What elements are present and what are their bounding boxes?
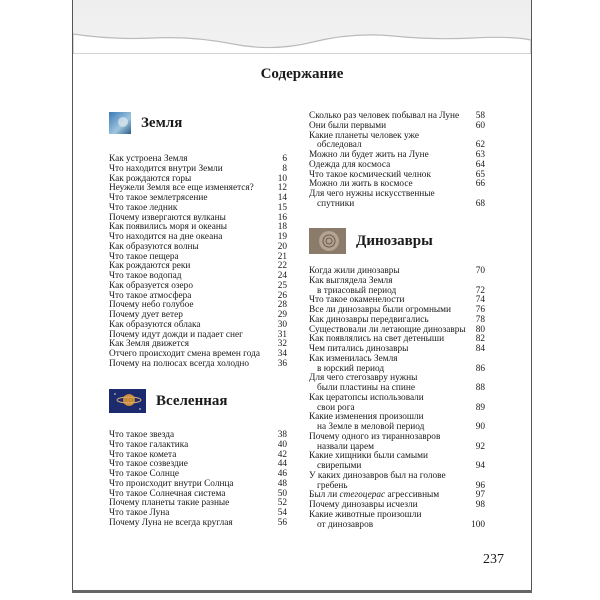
section-heading-universe [109,389,227,413]
entry-page: 98 [475,500,485,510]
entry-page: 29 [277,310,287,320]
entry-title: Что находится на дне океана [109,232,223,242]
entry-page: 38 [277,430,287,440]
section-heading-dinosaurs [309,228,433,254]
entry-title-continued: гребень [317,480,348,491]
entry-page: 62 [475,140,485,151]
entry-title: Как появились моря и океаны [109,222,228,233]
entry-page: 92 [475,441,485,452]
entry-title-part: Был ли [309,490,340,501]
entry-page: 20 [277,241,287,252]
entry-page: 15 [277,202,287,213]
entry-page: 21 [277,251,287,262]
entry-title-continued: спутники [317,198,355,209]
entry-page: 64 [475,159,485,170]
entry-page: 48 [277,478,287,489]
entry-title: Что такое окаменелости [309,295,405,306]
entry-title-part: агрессивным [385,490,440,501]
entry-page: 70 [475,266,485,276]
entry-title-continued: от динозавров [317,519,374,530]
saturn-photo-icon [109,389,146,413]
earth-photo-icon [109,112,131,134]
entry-page: 96 [475,480,485,491]
entry-title: Что происходит внутри Солнца [109,478,234,489]
toc-entry [109,360,287,370]
entry-page: 82 [475,334,485,345]
entry-title: Как Земля движется [109,339,190,350]
entry-title: Почему дует ветер [109,310,183,320]
entry-title: Почему одного из тираннозавров [309,431,441,442]
section-title: Динозавры [356,232,433,249]
entry-title: Одежда для космоса [309,159,391,170]
page-title: Содержание [260,66,344,82]
entry-title: Какие планеты человек уже [309,130,419,141]
entry-title-continued: обследовал [317,140,362,151]
entry-page: 72 [475,285,485,296]
entry-title-continued: были пластины на спине [317,383,415,393]
entry-title: Как выглядела Земля [309,275,393,286]
entry-title: Что такое Солнечная система [109,488,226,499]
entry-title: Как рождаются реки [109,261,191,272]
entry-title: У каких динозавров был на голове [309,470,446,481]
entry-page: 66 [475,179,485,190]
entry-page: 6 [282,154,287,164]
entry-page: 60 [475,120,485,131]
entry-title: Почему планеты такие разные [109,498,230,509]
entry-page: 42 [277,449,287,460]
entry-title: Что такое Солнце [109,469,179,479]
entry-page: 28 [277,300,287,311]
entry-title: Что такое пещера [109,251,179,262]
entry-title-continued: на Земле в меловой период [317,422,425,432]
entry-title: Что такое созвездие [109,459,188,470]
entry-page: 8 [282,163,287,174]
entry-page: 12 [277,183,287,194]
entry-page: 22 [277,261,287,272]
entry-title: Как образуются волны [109,241,199,252]
section-title: Вселенная [156,392,228,409]
entry-page: 56 [277,517,287,528]
entry-page: 26 [277,290,287,301]
entry-page: 30 [277,319,287,330]
entry-title: Что такое звезда [109,430,175,440]
entry-title: Они были первыми [309,120,387,131]
entry-page: 86 [475,363,485,374]
entry-page: 68 [475,198,485,209]
entry-title: Можно ли жить в космосе [309,179,413,190]
entry-title: Почему на полюсах всегда холодно [109,358,250,369]
entry-title: Как рождаются горы [109,173,192,184]
entry-page: 50 [277,488,287,499]
entry-title: Что такое космический челнок [309,169,431,180]
toc-space-continued-list [309,112,485,210]
toc-earth-list [109,155,287,370]
entry-page: 14 [277,193,287,203]
toc-entry-continuation [309,200,485,210]
entry-title: Сколько раз человек побывал на Луне [309,111,460,121]
entry-page: 36 [277,358,287,369]
entry-page: 34 [277,349,287,359]
entry-page: 16 [277,212,287,223]
toc-universe-list [109,431,287,529]
entry-page: 80 [475,324,485,335]
entry-page: 84 [475,344,485,354]
entry-title: Что такое комета [109,449,177,460]
book-page [72,0,532,590]
entry-title: Неужели Земля все еще изменяется? [109,183,254,194]
entry-page: 100 [471,519,485,530]
page-bottom-edge [72,590,532,593]
entry-page: 94 [475,461,485,471]
entry-page: 78 [475,314,485,325]
entry-page: 19 [277,232,287,242]
entry-title: Почему динозавры исчезли [309,500,418,510]
entry-page: 63 [475,150,485,160]
entry-title-italic: стегоцерас [339,490,386,501]
entry-title: Все ли динозавры были огромными [309,305,452,315]
entry-title: Почему извергаются вулканы [109,212,226,223]
entry-title: Какие хищники были самыми [309,451,428,462]
entry-title: Как цератопсы использовали [309,392,424,403]
entry-page: 10 [277,173,287,184]
entry-page: 52 [277,498,287,509]
entry-page: 46 [277,469,287,479]
entry-page: 32 [277,339,287,350]
entry-page: 76 [475,305,485,315]
entry-title: Что такое галактика [109,439,189,450]
entry-title: Как образуются облака [109,319,201,330]
entry-title: Как появлялись на свет детеныши [309,334,445,345]
page-number: 237 [483,552,504,567]
entry-title: Что такое Луна [109,508,170,518]
entry-title: Что такое атмосфера [109,290,192,301]
entry-title: Как динозавры передвигались [309,314,429,325]
entry-title: Почему небо голубое [109,300,194,311]
entry-title: Что такое землетрясение [109,193,208,203]
entry-title: Что такое водопад [109,271,182,281]
entry-page: 58 [475,111,485,121]
entry-page: 89 [475,402,485,413]
entry-title: Для чего нужны искусственные [309,189,435,199]
entry-page: 25 [277,280,287,291]
toc-entry-continuation [309,521,485,531]
entry-title: Какие животные произошли [309,509,422,520]
entry-page: 18 [277,222,287,233]
ammonite-photo-icon [309,228,346,254]
entry-page: 74 [475,295,485,306]
toc-entry [109,519,287,529]
entry-title: Что такое ледник [109,202,178,213]
entry-page: 97 [475,490,485,501]
entry-title: Как изменилась Земля [309,353,398,364]
entry-title: Когда жили динозавры [309,266,400,276]
entry-title: Почему идут дожди и падает снег [109,329,243,340]
entry-title-continued: в триасовый период [317,285,397,296]
entry-title: Что находится внутри Земли [109,163,223,174]
torn-paper-header [73,0,531,50]
section-title: Земля [141,114,183,131]
entry-title-continued: в юрский период [317,363,385,374]
entry-title: Как образуется озеро [109,280,193,291]
toc-dinosaurs-list [309,267,485,530]
entry-page: 24 [277,271,287,281]
entry-page: 65 [475,169,485,180]
entry-title: Можно ли будет жить на Луне [309,150,429,160]
entry-title: Как устроена Земля [109,154,188,164]
section-heading-earth [109,112,182,134]
entry-page: 90 [475,422,485,432]
entry-title: Для чего стегозавру нужны [309,373,418,384]
entry-title: Чем питались динозавры [309,344,409,354]
entry-page: 54 [277,508,287,518]
entry-page: 31 [277,329,287,340]
entry-page: 88 [475,383,485,393]
entry-title: Почему Луна не всегда круглая [109,517,233,528]
entry-page: 44 [277,459,287,470]
entry-page: 40 [277,439,287,450]
entry-title: Существовали ли летающие динозавры [309,324,466,335]
entry-title: Отчего происходит смена времен года [109,349,261,359]
entry-title-continued: назвали царем [317,441,374,452]
entry-title-continued: свирепыми [317,461,362,471]
entry-title: Какие изменения произошли [309,412,424,423]
entry-title-continued: свои рога [317,402,355,413]
